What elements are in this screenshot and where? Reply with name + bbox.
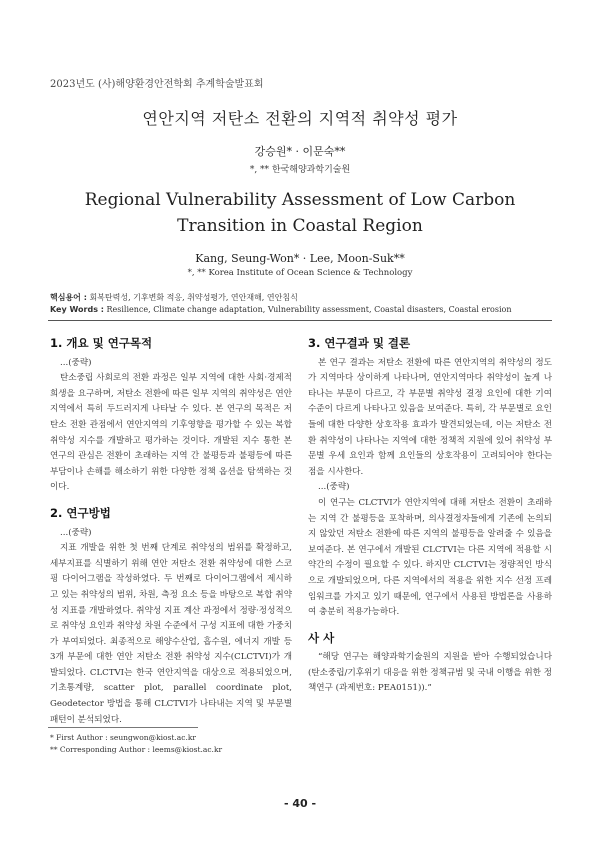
paper-title-korean: 연안지역 저탄소 전환의 지역적 취약성 평가 [142,109,458,128]
acknowledgement-text: “해당 연구는 해양과학기술원의 지원을 받아 수행되었습니다(탄소중립/기후위기 대응을 위한 정책규범 및 국내 이행을 위한 정책연구 (과제번호: PEA0151)).” [308,652,552,694]
section1-omission: ...(중략) [60,357,92,368]
section2-paragraph: 지표 개발을 위한 첫 번째 단계로 취약성의 범위를 확정하고, 세부지표를 식별하기 위해 연안 저탄소 전환 취약성에 대한 스코핑 다이어그램을 작성하였다. 두 번째로 다이어그램에서 제시하고 있는 취약성의 범위, 차원, 측정 요소 등을 바탕으로 복합 취약성 지표를 개발하였다. 취약성 지표 계산 과정에서 정량·정성적으로 취약성 요인과 취약성 차원 수준에서 구성 지표에 대한 가중치가 부여되었다. 최종적으로 해양수산업, 흡수원, 에너지 개발 등 3개 부문에 대한 연안 저탄소 전환 취약성 지수(CLCTVI)가 개발되었다. CLCTVI는 한국 연안지역을 대상으로 적용되었으며, 기초통계량, scatter plot, parallel coordinate plot, Geodetector 방법을 통해 CLCTVI가 나타내는 지역 및 부문별 패턴이 분석되었다. [50,543,292,725]
section1-heading: 1. 개요 및 연구목적 [50,336,153,350]
section2-heading: 2. 연구방법 [50,505,111,520]
authors-korean: 강승원* · 이문숙** [254,145,346,158]
page-number: - 40 - [283,797,317,810]
keywords-korean-label: 핵심용어 : [50,293,87,302]
section3-paragraph-1: 본 연구 결과는 저탄소 전환에 따른 연안지역의 취약성의 정도가 지역마다 상이하게 나타나며, 연안지역마다 취약성이 높게 나타나는 부문이 다르고, 각 부문별 취약성 결정 요인에 대한 기여 수준이 다르게 나타나고 있음을 보여준다. 특히, 각 부문별로 요인들에 대한 다양한 상호작용 효과가 발견되었는데, 이는 저탄소 전환 취약성이 나타나는 지역에 대한 정책적 지원에 있어 취약성 부문별 우세 요인과 함께 요인들의 상호작용이 고려되어야 한다는 점을 시사한다. [308,357,552,477]
section3-paragraph-2: 이 연구는 CLCTVI가 연안지역에 대해 저탄소 전환이 초래하는 지역 간 불평등을 포착하며, 의사결정자들에게 기존에 논의되지 않았던 저탄소 전환에 따른 지역의 불평등을 알려줄 수 있음을 보여준다. 본 연구에서 개발된 CLCTVI는 다른 지역에 적용할 시 약간의 수정이 필요할 수 있다. 하지만 CLCTVI는 정량적인 방식으로 개발되었으며, 다른 지역에서의 적용을 위한 지수 선정 프레임워크를 가지고 있기 때문에, 연구에서 사용된 방법론을 사용하여 충분히 적용가능하다. [308,497,552,618]
footnote-corresponding-author: ** Corresponding Author : leems@kiost.ac.kr [50,745,223,754]
header-divider [48,320,552,321]
keywords-korean-text: 회복탄력성, 기후변화 적응, 취약성평가, 연안재해, 연안침식 [89,293,298,302]
keywords-english-text: Resilience, Climate change adaptation, Vulnerability assessment, Coastal disasters, Coastal erosion [106,305,512,314]
conference-header: 2023년도 (사)해양환경안전학회 추계학술발표회 [50,79,264,90]
section3-omission: ...(중략) [318,482,350,493]
footnote-divider [48,727,198,728]
section1-paragraph: 탄소중립 사회로의 전환 과정은 일부 지역에 대한 사회·경제적 희생을 요구하며, 저탄소 전환에 따른 일부 지역의 취약성은 연안지역에서 특히 두드러지게 나타날 수 있다. 본 연구의 목적은 저탄소 전환 관점에서 연안지역의 기후영향을 평가할 수 있는 복합 취약성 지수를 개발하고 평가하는 것이다. 개발된 지수 통한 본 연구의 관심은 전환이 초래하는 지역 간 불평등과 불평등에 따른 부담이나 손해를 해소하기 위한 다양한 정책 옵션을 탐색하는 것이다. [50,373,292,493]
authors-english: Kang, Seung-Won* · Lee, Moon-Suk** [195,252,405,265]
paper-title-english: Regional Vulnerability Assessment of Low Carbon Transition in Coastal Region [84,190,516,236]
keywords-korean [50,292,298,303]
right-column [308,336,552,697]
footnote-first-author: * First Author : seungwon@kiost.ac.kr [50,733,196,742]
affiliation-english: *, ** Korea Institute of Ocean Science & Technology [187,268,413,278]
left-column [50,336,292,728]
section2-omission: ...(중략) [60,527,92,538]
affiliation-korean: *, ** 한국해양과학기술원 [249,165,351,175]
section3-heading: 3. 연구결과 및 결론 [308,336,411,350]
keywords-english [50,305,512,314]
keywords-english-label: Key Words : [50,305,104,314]
acknowledgement-heading: 사 사 [308,630,335,645]
